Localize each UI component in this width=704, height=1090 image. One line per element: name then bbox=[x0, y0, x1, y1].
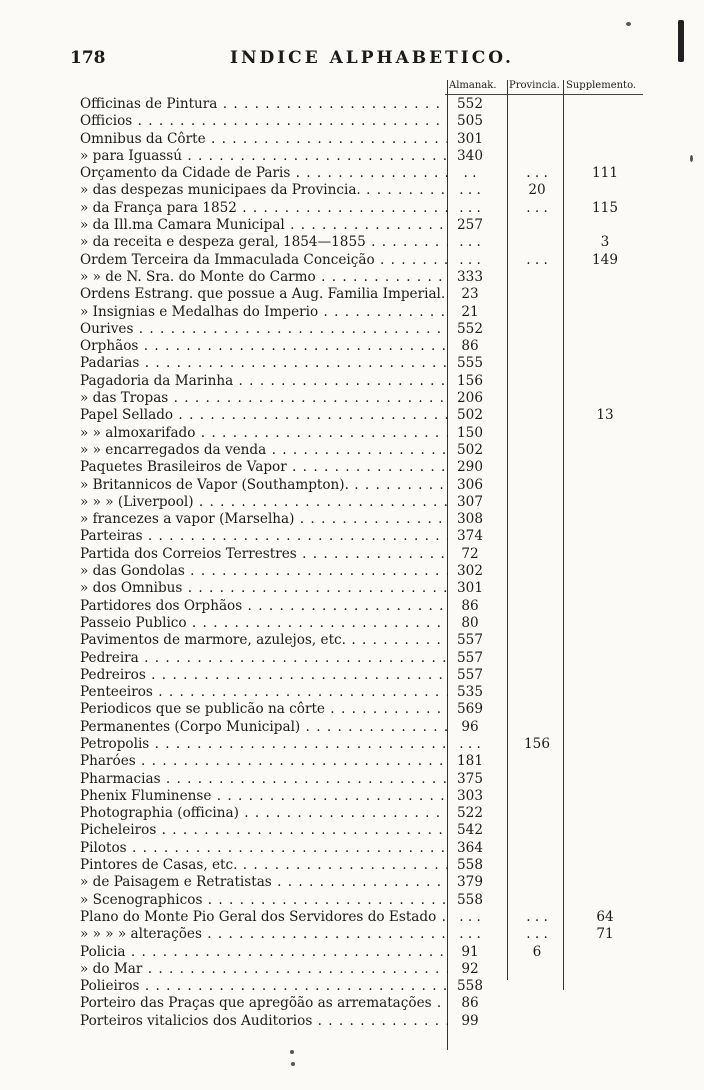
entry-label: » dos Omnibus . . . bbox=[80, 580, 448, 597]
header-rule bbox=[445, 94, 643, 95]
entry-label: » Britannicos de Vapor (Southampton). . . . bbox=[80, 477, 448, 494]
entry-label: » » de N. Sra. do Monte do Carmo . . . bbox=[80, 269, 448, 286]
index-entry bbox=[80, 459, 660, 476]
index-entry bbox=[80, 771, 660, 788]
almanak-page: 552 bbox=[457, 320, 483, 337]
index-entry bbox=[80, 944, 660, 961]
almanak-page: 257 bbox=[457, 217, 483, 234]
entry-label: Pagadoria da Marinha . . . bbox=[80, 373, 448, 390]
supplemento-page: 111 bbox=[592, 165, 618, 182]
entry-label: Ourives . . . bbox=[80, 321, 448, 338]
almanak-page: 96 bbox=[461, 718, 479, 735]
index-entry bbox=[80, 148, 660, 165]
index-entry bbox=[80, 753, 660, 770]
entry-label: Partidores dos Orphãos . . . bbox=[80, 598, 448, 615]
entry-label: Officinas de Pintura . . . bbox=[80, 96, 448, 113]
index-entry bbox=[80, 442, 660, 459]
almanak-page: 542 bbox=[457, 822, 483, 839]
index-entry bbox=[80, 598, 660, 615]
almanak-page: 557 bbox=[457, 649, 483, 666]
index-entry bbox=[80, 286, 660, 303]
page-title: INDICE ALPHABETICO. bbox=[230, 48, 514, 68]
entry-label: Pintores de Casas, etc. . . . bbox=[80, 857, 448, 874]
index-entry bbox=[80, 788, 660, 805]
index-entry bbox=[80, 892, 660, 909]
supplemento-page: 13 bbox=[596, 407, 614, 424]
supplemento-page: 71 bbox=[596, 926, 614, 943]
almanak-page: 522 bbox=[457, 805, 483, 822]
entry-label: Permanentes (Corpo Municipal) . . . bbox=[80, 719, 448, 736]
index-entry bbox=[80, 857, 660, 874]
almanak-page: . . . bbox=[459, 182, 481, 199]
almanak-page: 364 bbox=[457, 839, 483, 856]
index-entry bbox=[80, 961, 660, 978]
index-entry bbox=[80, 909, 660, 926]
index-entry bbox=[80, 200, 660, 217]
entry-label: Omnibus da Côrte . . . bbox=[80, 131, 448, 148]
index-entry bbox=[80, 1013, 660, 1030]
almanak-page: . . . bbox=[459, 251, 481, 268]
almanak-page: 558 bbox=[457, 857, 483, 874]
almanak-page: 557 bbox=[457, 632, 483, 649]
almanak-page: 552 bbox=[457, 96, 483, 112]
index-entry bbox=[80, 978, 660, 995]
index-entry bbox=[80, 182, 660, 199]
index-entry bbox=[80, 563, 660, 580]
almanak-page: . . bbox=[463, 165, 477, 182]
index-entry bbox=[80, 667, 660, 684]
supplemento-page: 115 bbox=[592, 199, 618, 216]
provincia-page: . . . bbox=[526, 926, 548, 943]
entry-label: Orçamento da Cidade de Paris . . . bbox=[80, 165, 448, 182]
entry-label: Paquetes Brasileiros de Vapor . . . bbox=[80, 459, 448, 476]
almanak-page: 333 bbox=[457, 268, 483, 285]
index-entry bbox=[80, 511, 660, 528]
index-entry bbox=[80, 304, 660, 321]
entry-label: » » almoxarifado . . . bbox=[80, 425, 448, 442]
column-header-almanak: Almanak. bbox=[449, 80, 497, 91]
almanak-page: 558 bbox=[457, 978, 483, 995]
entry-label: » da receita e despeza geral, 1854—1855 . . . bbox=[80, 234, 448, 251]
almanak-page: 99 bbox=[461, 1012, 479, 1029]
index-entries bbox=[80, 96, 660, 1030]
entry-label: Pharóes . . . bbox=[80, 753, 448, 770]
index-entry bbox=[80, 252, 660, 269]
supplemento-page: 64 bbox=[596, 908, 614, 925]
entry-label: » » » » alterações . . . bbox=[80, 926, 448, 943]
almanak-page: 86 bbox=[461, 995, 479, 1012]
entry-label: Pedreira . . . bbox=[80, 650, 448, 667]
almanak-page: . . . bbox=[459, 199, 481, 216]
almanak-page: 374 bbox=[457, 528, 483, 545]
entry-label: Porteiro das Praças que apregõão as arrematações . . . bbox=[80, 995, 448, 1012]
entry-label: Ordem Terceira da Immaculada Conceição . . . bbox=[80, 252, 448, 269]
entry-label: Periodicos que se publicão na côrte . . . bbox=[80, 701, 448, 718]
index-entry bbox=[80, 874, 660, 891]
almanak-page: 206 bbox=[457, 390, 483, 407]
entry-label: Partida dos Correios Terrestres . . . bbox=[80, 546, 448, 563]
almanak-page: 290 bbox=[457, 459, 483, 476]
index-entry bbox=[80, 701, 660, 718]
index-entry bbox=[80, 926, 660, 943]
index-entry bbox=[80, 477, 660, 494]
ink-speck bbox=[291, 1062, 295, 1066]
entry-label: » das Tropas . . . bbox=[80, 390, 448, 407]
index-entry bbox=[80, 615, 660, 632]
entry-label: Penteeiros . . . bbox=[80, 684, 448, 701]
almanak-page: 569 bbox=[457, 701, 483, 718]
entry-label: Pedreiros . . . bbox=[80, 667, 448, 684]
index-entry bbox=[80, 113, 660, 130]
provincia-page: . . . bbox=[526, 251, 548, 268]
almanak-page: 23 bbox=[461, 286, 479, 303]
page-edge-mark bbox=[678, 20, 684, 62]
page-number: 178 bbox=[70, 48, 106, 68]
entry-label: » » encarregados da venda . . . bbox=[80, 442, 448, 459]
entry-label: Ordens Estrang. que possue a Aug. Familia Imperial. . . . bbox=[80, 286, 448, 303]
index-entry bbox=[80, 96, 660, 113]
almanak-page: 92 bbox=[461, 960, 479, 977]
index-entry bbox=[80, 736, 660, 753]
entry-label: » para Iguassú . . . bbox=[80, 148, 448, 165]
index-entry bbox=[80, 546, 660, 563]
almanak-page: 91 bbox=[461, 943, 479, 960]
almanak-page: 502 bbox=[457, 407, 483, 424]
almanak-page: 535 bbox=[457, 684, 483, 701]
almanak-page: 181 bbox=[457, 753, 483, 770]
almanak-page: 301 bbox=[457, 130, 483, 147]
index-entry bbox=[80, 269, 660, 286]
index-entry bbox=[80, 234, 660, 251]
almanak-page: 505 bbox=[457, 113, 483, 130]
almanak-page: 308 bbox=[457, 511, 483, 528]
almanak-page: 340 bbox=[457, 147, 483, 164]
provincia-page: 20 bbox=[528, 182, 546, 199]
almanak-page: 86 bbox=[461, 597, 479, 614]
entry-label: Officios . . . bbox=[80, 113, 448, 130]
index-entry bbox=[80, 494, 660, 511]
index-entry bbox=[80, 719, 660, 736]
entry-label: Papel Sellado . . . bbox=[80, 407, 448, 424]
index-entry bbox=[80, 684, 660, 701]
index-entry bbox=[80, 217, 660, 234]
column-header-supplemento: Supplemento. bbox=[566, 80, 637, 91]
almanak-page: 306 bbox=[457, 476, 483, 493]
almanak-page: . . . bbox=[459, 234, 481, 251]
entry-label: Pilotos . . . bbox=[80, 840, 448, 857]
index-entry bbox=[80, 373, 660, 390]
almanak-page: 72 bbox=[461, 545, 479, 562]
column-header-provincia: Provincia. bbox=[509, 80, 560, 91]
entry-label: » da Ill.ma Camara Municipal . . . bbox=[80, 217, 448, 234]
almanak-page: 555 bbox=[457, 355, 483, 372]
entry-label: Pharmacias . . . bbox=[80, 771, 448, 788]
provincia-page: . . . bbox=[526, 199, 548, 216]
almanak-page: 86 bbox=[461, 338, 479, 355]
almanak-page: 301 bbox=[457, 580, 483, 597]
ink-speck bbox=[690, 155, 693, 162]
entry-label: Porteiros vitalicios dos Auditorios . . . bbox=[80, 1013, 448, 1030]
entry-label: Phenix Fluminense . . . bbox=[80, 788, 448, 805]
entry-label: » Insignias e Medalhas do Imperio . . . bbox=[80, 304, 448, 321]
supplemento-page: 3 bbox=[600, 234, 610, 251]
index-entry bbox=[80, 321, 660, 338]
almanak-page: 156 bbox=[457, 372, 483, 389]
entry-label: » » » (Liverpool) . . . bbox=[80, 494, 448, 511]
provincia-page: 156 bbox=[524, 735, 550, 752]
index-entry bbox=[80, 805, 660, 822]
index-entry bbox=[80, 840, 660, 857]
almanak-page: 303 bbox=[457, 787, 483, 804]
entry-label: » das despezas municipaes da Provincia. . . . bbox=[80, 182, 448, 199]
provincia-page: 6 bbox=[532, 943, 542, 960]
index-entry bbox=[80, 355, 660, 372]
entry-label: Passeio Publico . . . bbox=[80, 615, 448, 632]
almanak-page: 379 bbox=[457, 874, 483, 891]
index-entry bbox=[80, 650, 660, 667]
ink-speck bbox=[290, 1050, 294, 1054]
entry-label: » da França para 1852 . . . bbox=[80, 200, 448, 217]
provincia-page: . . . bbox=[526, 908, 548, 925]
almanak-page: 307 bbox=[457, 493, 483, 510]
index-entry bbox=[80, 425, 660, 442]
index-entry bbox=[80, 131, 660, 148]
index-entry bbox=[80, 528, 660, 545]
supplemento-page: 149 bbox=[592, 251, 618, 268]
almanak-page: 150 bbox=[457, 424, 483, 441]
almanak-page: 80 bbox=[461, 614, 479, 631]
entry-label: » francezes a vapor (Marselha) . . . bbox=[80, 511, 448, 528]
almanak-page: 558 bbox=[457, 891, 483, 908]
index-entry bbox=[80, 632, 660, 649]
entry-label: » Scenographicos . . . bbox=[80, 892, 448, 909]
index-entry bbox=[80, 390, 660, 407]
almanak-page: 302 bbox=[457, 563, 483, 580]
entry-label: » de Paisagem e Retratistas . . . bbox=[80, 874, 448, 891]
entry-label: Padarias . . . bbox=[80, 355, 448, 372]
almanak-page: 502 bbox=[457, 441, 483, 458]
entry-label: Polieiros . . . bbox=[80, 978, 448, 995]
almanak-page: 375 bbox=[457, 770, 483, 787]
index-entry bbox=[80, 580, 660, 597]
index-entry bbox=[80, 407, 660, 424]
almanak-page: 557 bbox=[457, 666, 483, 683]
entry-label: Plano do Monte Pio Geral dos Servidores do Estado . . . bbox=[80, 909, 448, 926]
almanak-page: . . . bbox=[459, 926, 481, 943]
entry-label: Photographia (officina) . . . bbox=[80, 805, 448, 822]
index-entry bbox=[80, 338, 660, 355]
entry-label: Policia . . . bbox=[80, 944, 448, 961]
almanak-page: . . . bbox=[459, 735, 481, 752]
entry-label: Parteiras . . . bbox=[80, 528, 448, 545]
entry-label: Pavimentos de marmore, azulejos, etc. . . . bbox=[80, 632, 448, 649]
index-entry bbox=[80, 995, 660, 1012]
entry-label: Orphãos . . . bbox=[80, 338, 448, 355]
almanak-page: 21 bbox=[461, 303, 479, 320]
almanak-page: . . . bbox=[459, 908, 481, 925]
entry-label: Petropolis . . . bbox=[80, 736, 448, 753]
index-entry bbox=[80, 822, 660, 839]
entry-label: » das Gondolas . . . bbox=[80, 563, 448, 580]
entry-label: Picheleiros . . . bbox=[80, 822, 448, 839]
ink-speck bbox=[626, 22, 631, 26]
index-entry bbox=[80, 165, 660, 182]
entry-label: » do Mar . . . bbox=[80, 961, 448, 978]
provincia-page: . . . bbox=[526, 165, 548, 182]
